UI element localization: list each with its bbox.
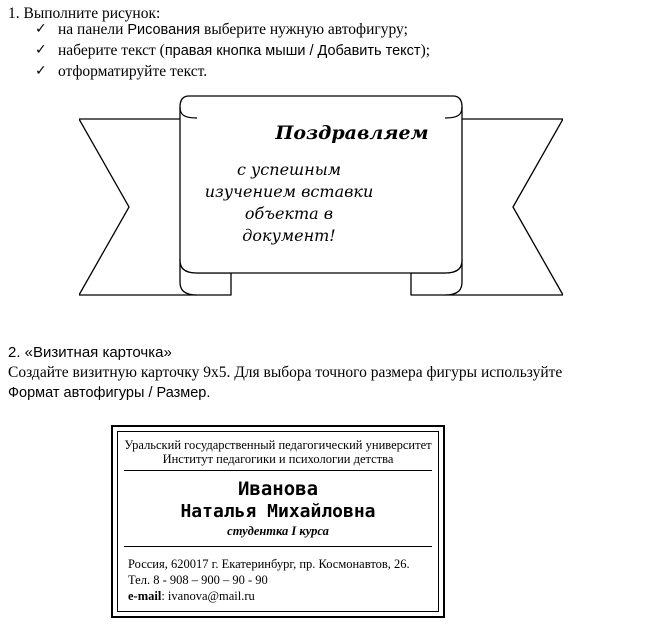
card-address: Россия, 620017 г. Екатеринбург, пр. Космонавтов, 26. <box>128 557 410 571</box>
card-university: Уральский государственный педагогический университет <box>124 438 432 452</box>
ribbon-line-4: документ! <box>242 226 336 245</box>
card-surname: Иванова <box>237 478 319 500</box>
checkmark-icon: ✓ <box>35 63 47 79</box>
step-1-highlight: Рисования <box>127 22 201 38</box>
ribbon-title: Поздравляем <box>275 122 429 144</box>
card-role: студентка I курса <box>227 524 329 538</box>
card-full-name: Наталья Михайловна <box>180 501 376 522</box>
ribbon-line-1: с успешным <box>236 160 342 179</box>
task1-heading: 1. Выполните рисунок: <box>8 5 161 22</box>
card-divider-bottom <box>124 546 432 547</box>
checkmark-icon: ✓ <box>35 21 47 37</box>
task2-description: Создайте визитную карточку 9х5. Для выбора точного размера фигуры используйте <box>8 364 563 381</box>
step-2-highlight: правая кнопка мыши / Добавить текст <box>164 43 421 59</box>
card-email: e-mail: ivanova@mail.ru <box>128 589 255 603</box>
task2-format-path: Формат автофигуры / Размер. <box>8 385 211 401</box>
step-3: отформатируйте текст. <box>58 63 208 80</box>
card-institute: Институт педагогики и психологии детства <box>162 452 394 466</box>
ribbon-line-2: изучением вставки <box>204 182 374 201</box>
step-1: на панели Рисования выберите нужную автофигуру; <box>58 21 408 38</box>
card-divider-top <box>124 470 432 471</box>
task2-heading: 2. «Визитная карточка» <box>8 344 172 361</box>
business-card <box>111 425 445 618</box>
card-phone: Тел. 8 - 908 – 900 – 90 - 90 <box>128 573 268 587</box>
step-2: наберите текст (правая кнопка мыши / Добавить текст); <box>58 42 431 59</box>
business-card-inner-frame <box>117 431 439 612</box>
ribbon-line-3: объекта в <box>244 204 334 223</box>
checkmark-icon: ✓ <box>35 42 47 58</box>
